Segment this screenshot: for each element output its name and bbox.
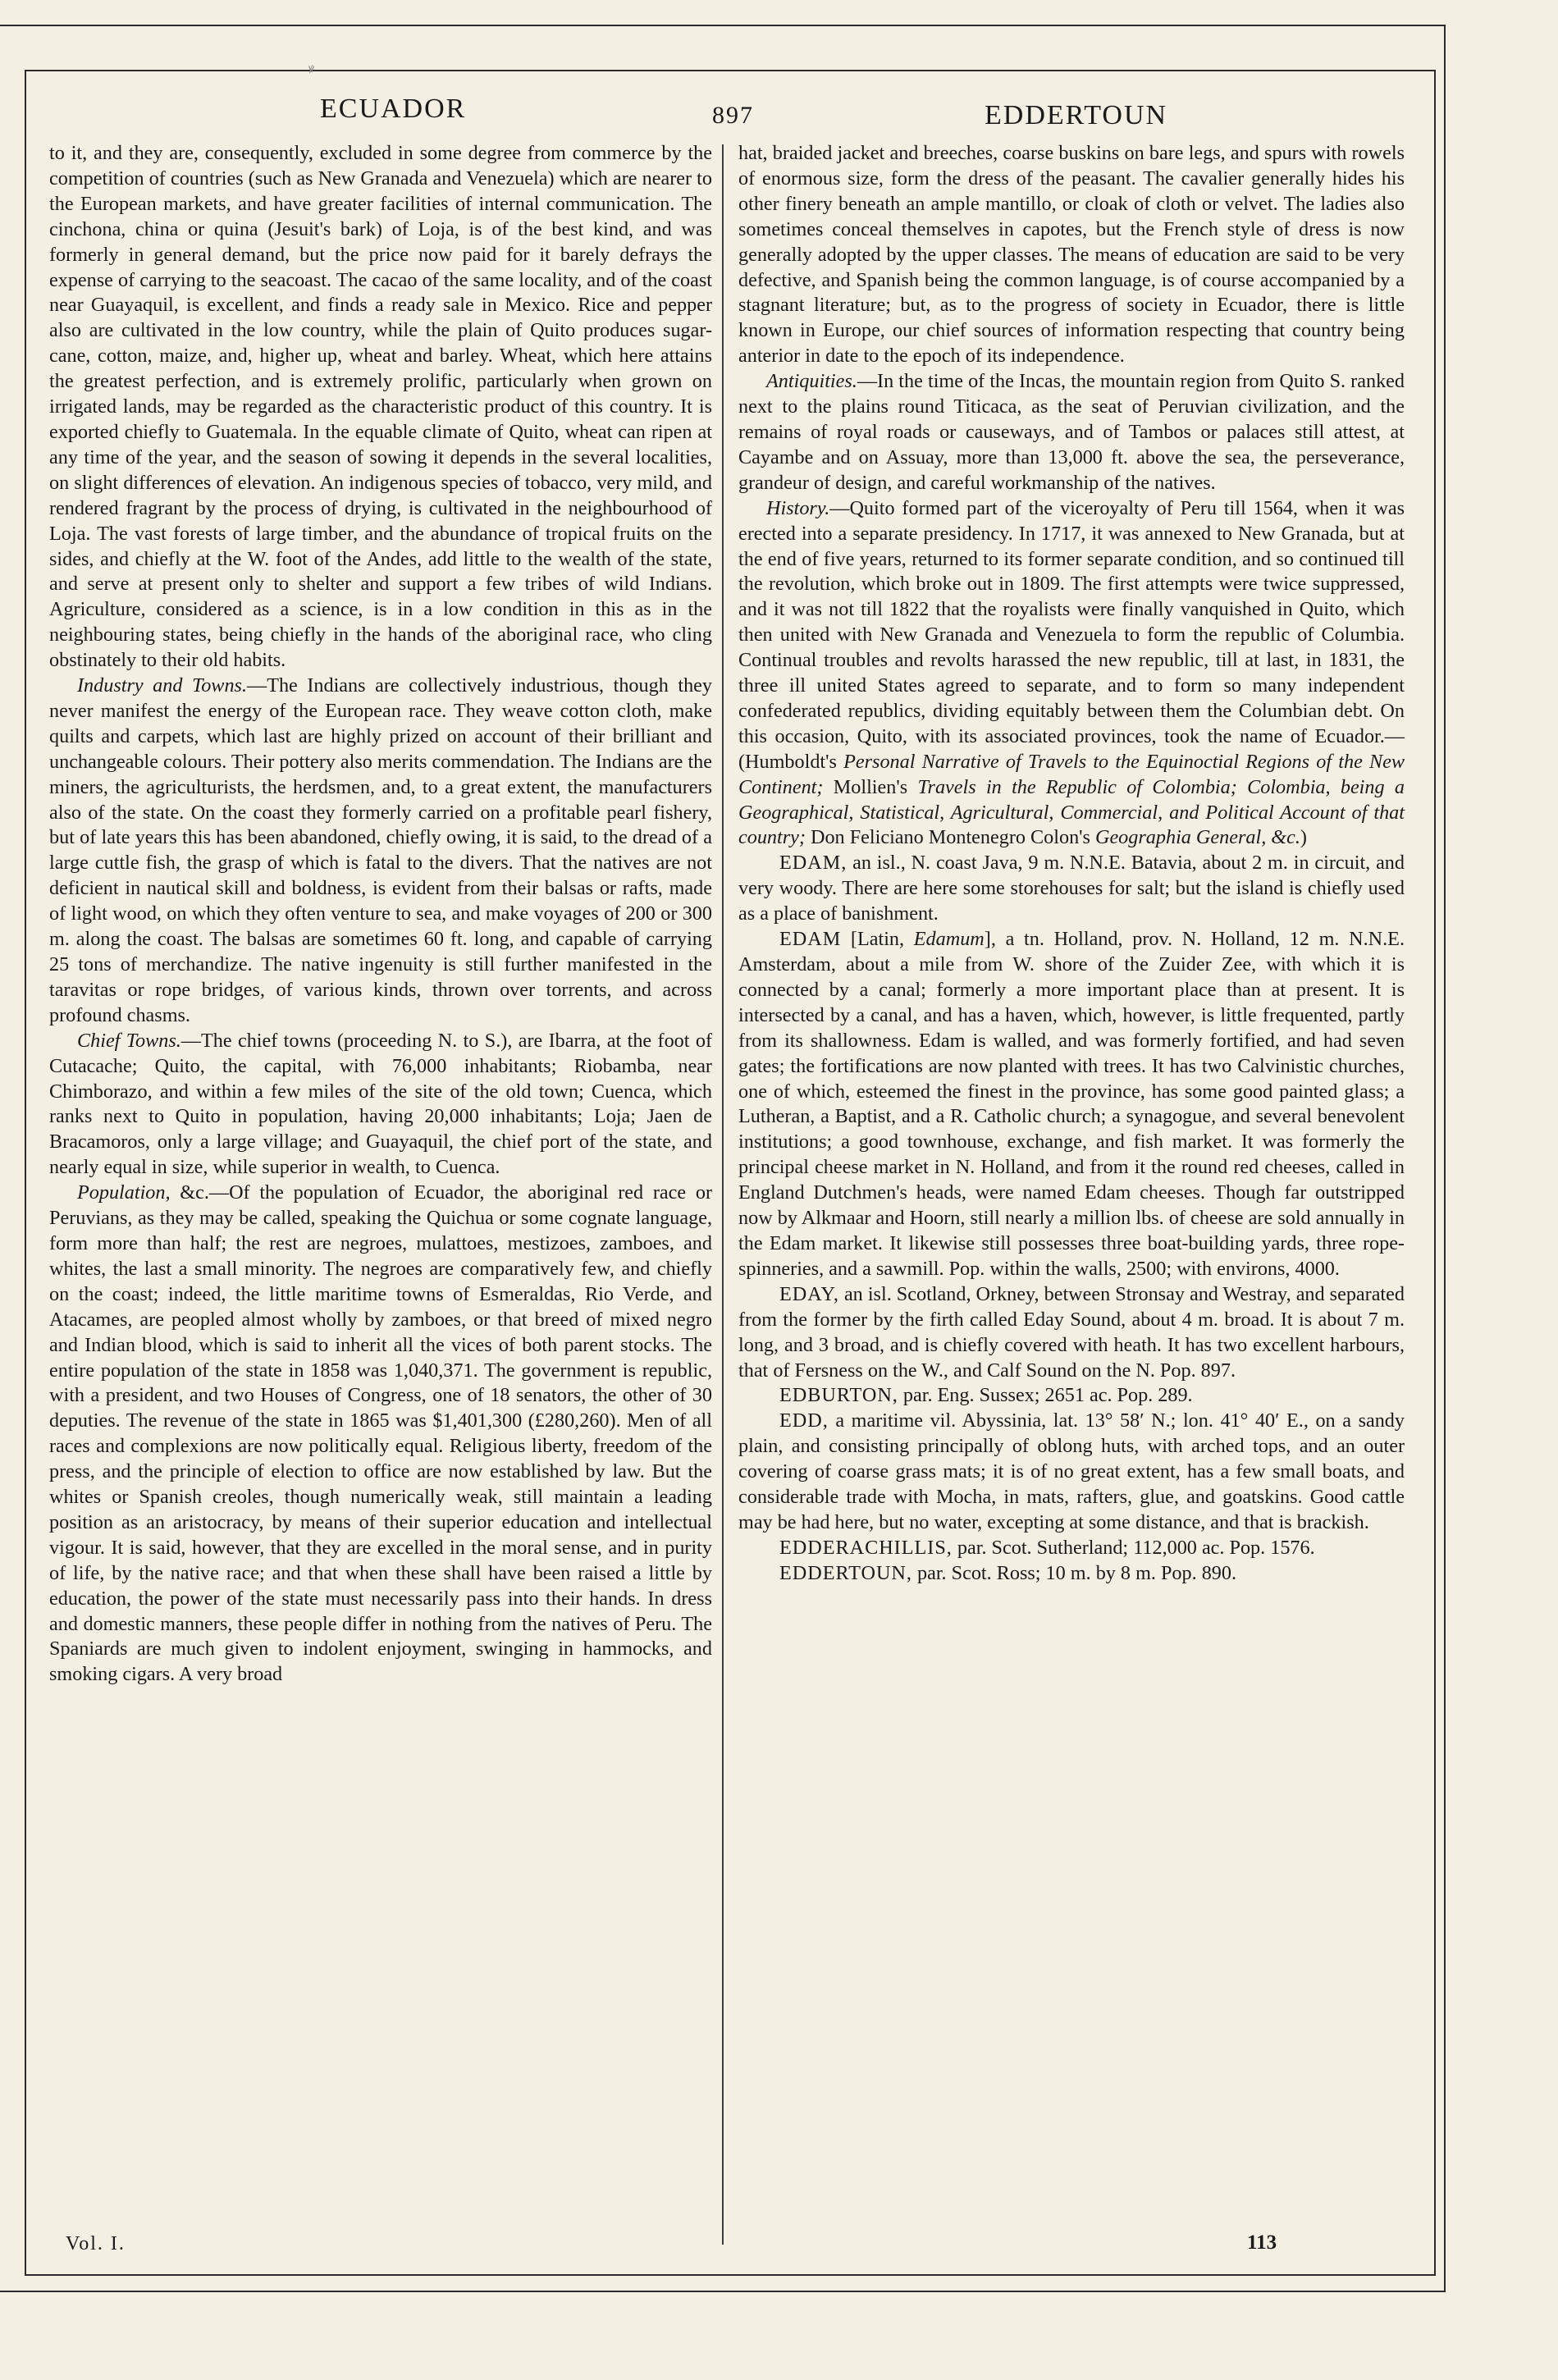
entry-edam-town bbox=[738, 927, 1405, 1282]
left-column bbox=[49, 141, 712, 1688]
population-heading: Population, bbox=[77, 1181, 171, 1204]
edam-latin-name: Edamum bbox=[913, 928, 985, 951]
antiquities-heading: Antiquities. bbox=[766, 370, 857, 393]
history-text: —Quito formed part of the viceroyalty of Peru till 1564, when it was erected into a separate presidency. In 1717, it was annexed to New Granada, but at the end of five years, returned to its former separate condition, and so continued till the revolution, which broke out in 1809. The first attempts were twice suppressed, and it was not till 1822 that the royalists were finally vanquished in Quito, which then united with New Granada and Venezuela to form the republic of Columbia. Continual troubles and revolts harassed the new republic, till at last, in 1831, the three ill united States agreed to separate, and to form so many independent confederated republics, dividing equitably between them the Columbian debt. On this occasion, Quito, with its associated provinces, took the name of Ecuador.—(Humboldt's bbox=[738, 496, 1405, 773]
history-reference-close: ) bbox=[1300, 826, 1307, 849]
gathering-signature: 113 bbox=[1247, 2232, 1277, 2254]
edam-latin-prefix: [Latin, bbox=[841, 928, 914, 951]
towns-paragraph bbox=[49, 1029, 712, 1181]
antiquities-paragraph bbox=[738, 369, 1405, 496]
entry-edam-island bbox=[738, 851, 1405, 927]
running-head-left: ECUADOR bbox=[320, 94, 467, 124]
history-reference-connector-2: Don Feliciano Montenegro Colon's bbox=[805, 826, 1095, 849]
dress-paragraph: hat, braided jacket and breeches, coarse buskins on bare legs, and spurs with rowels of enormous size, form the dress of the peasant. The cavalier generally hides his other finery beneath an ample mantillo, or cloak of cloth or velvet. The ladies also sometimes conceal themselves in capotes, but the French style of dress is now generally adopted by the upper classes. The means of education are said to be very defective, and Spanish being the common language, is of course accompanied by a stagnant literature; but, as to the progress of society in Ecuador, there is little known in Europe, our chief sources of information respecting that country being anterior in date to the epoch of its independence. bbox=[738, 142, 1405, 368]
entry-eday bbox=[738, 1282, 1405, 1384]
volume-signature: Vol. I. bbox=[66, 2233, 126, 2254]
headword-eday: EDAY, bbox=[779, 1282, 839, 1305]
entry-text-edderachillis: par. Scot. Sutherland; 112,000 ac. Pop. 1576. bbox=[952, 1536, 1315, 1559]
population-text: &c.—Of the population of Ecuador, the aboriginal red race or Peruvians, as they may be called, speaking the Quichua or some cognate language, form more than half; the rest are negroes, mulattoes, mestizoes, zamboes, and whites, the last a small minority. The negroes are comparatively few, and chiefly on the coast; indeed, the little maritime towns of Esmeraldas, Rio Verde, and Atacames, are peopled almost wholly by zamboes, or that breed of mixed negro and Indian blood, which is said to inherit all the vices of both parent stocks. The entire population of the state in 1858 was 1,040,371. The government is republic, with a president, and two Houses of Congress, one of 18 senators, the other of 30 deputies. The revenue of the state in 1865 was $1,401,300 (£280,260). Men of all races and complexions are now politically equal. Religious liberty, freedom of the press, and the principle of election to office are now established by law. But the whites or Spanish creoles, though numerically weak, still maintain a leading position as an aristocracy, by means of their superior education and intellectual vigour. It is said, however, that they are excelled in the moral sense, and in purity of life, by the native race; and that when these shall have been raised a little by education, the power of the state must necessarily pass into their hands. In dress and domestic manners, these people differ in nothing from the natives of Peru. The Spaniards are much given to indolent enjoyment, swinging in hammocks, and smoking cigars. A very broad bbox=[49, 1181, 712, 1686]
history-paragraph bbox=[738, 496, 1405, 852]
history-reference-connector: Mollien's bbox=[823, 775, 918, 798]
industry-paragraph bbox=[49, 674, 712, 1029]
history-heading: History. bbox=[766, 496, 830, 519]
entry-text-eddertoun: par. Scot. Ross; 10 m. by 8 m. Pop. 890. bbox=[911, 1561, 1237, 1584]
press-mark: ꝟ bbox=[308, 62, 315, 75]
running-head-right: EDDERTOUN bbox=[985, 100, 1168, 130]
history-reference-mollien: Travels in the Republic of Colombia; Colombia, being a Geographical, Statistical, Agricultural, Commercial, and Political Account of that country; bbox=[738, 775, 1405, 849]
agriculture-paragraph: to it, and they are, consequently, excluded in some degree from commerce by the competition of countries (such as New Granada and Venezuela) which are nearer to the European markets, and have greater facilities of internal communication. The cinchona, china or quina (Jesuit's bark) of Loja, is of the best kind, and was formerly in general demand, but the price now paid for it barely defrays the expense of carrying to the seacoast. The cacao of the same locality, and of the coast near Guayaquil, is excellent, and finds a ready sale in Mexico. Rice and pepper also are cultivated in the low country, while the plain of Quito produces sugar-cane, cotton, maize, and, higher up, wheat and barley. Wheat, which here attains the greatest perfection, and is extremely prolific, particularly when grown on irrigated lands, may be regarded as the characteristic product of this country. It is exported chiefly to Guatemala. In the equable climate of Quito, wheat can ripen at any time of the year, and the season of sowing it depends in the several localities, on slight differences of elevation. An indigenous species of tobacco, very mild, and rendered fragrant by the process of drying, is cultivated in the neighbourhood of Loja. The vast forests of large timber, and the abundance of tropical fruits on the sides, and chiefly at the W. foot of the Andes, add little to the wealth of the state, and serve at present only to shelter and support a few tribes of wild Indians. Agriculture, considered as a science, is in a low condition in this as in the neighbouring states, being chiefly in the hands of the aboriginal race, who cling obstinately to their old habits. bbox=[49, 142, 712, 672]
headword-edam-town: EDAM bbox=[779, 928, 842, 951]
antiquities-text: —In the time of the Incas, the mountain region from Quito S. ranked next to the plains round Titicaca, as the seat of Peruvian civilization, and the remains of royal roads or causeways, and of Tambos or palaces still attest, at Cayambe and on Assuay, more than 13,000 ft. above the sea, the perseverance, grandeur of design, and careful workmanship of the natives. bbox=[738, 370, 1405, 494]
headword-edderachillis: EDDERACHILLIS, bbox=[779, 1536, 953, 1559]
headword-edam-island: EDAM, bbox=[779, 852, 848, 875]
towns-heading: Chief Towns. bbox=[77, 1029, 181, 1052]
history-reference-montenegro: Geographia General, &c. bbox=[1094, 826, 1300, 849]
entry-text-eday: an isl. Scotland, Orkney, between Stronsay and Westray, and separated from the former by the firth called Eday Sound, about 4 m. broad. It is about 7 m. long, and 3 broad, and is chiefly covered with heath. It has two excellent harbours, that of Fersness on the W., and Calf Sound on the N. Pop. 897. bbox=[738, 1282, 1405, 1382]
entry-eddertoun bbox=[738, 1561, 1405, 1587]
headword-edd: EDD, bbox=[779, 1409, 829, 1432]
industry-text: —The Indians are collectively industrious, though they never manifest the energy of the European race. They weave cotton cloth, make quilts and carpets, which last are highly prized on account of their brilliant and unchangeable colours. Their pottery also merits commendation. The Indians are the miners, the agriculturists, the herdsmen, and, to a great extent, the manufacturers also of the state. On the coast they formerly carried on a profitable pearl fishery, but of late years this has been abandoned, chiefly owing, it is said, to the dread of a large cuttle fish, the grasp of which is fatal to the divers. That the natives are not deficient in nautical skill and boldness, is evident from their balsas or rafts, made of light wood, on which they often venture to sea, and make voyages of 200 or 300 m. along the coast. The balsas are sometimes 60 ft. long, and capable of carrying 25 tons of merchandize. The native ingenuity is still further manifested in the taravitas or rope bridges, of various kinds, thrown over torrents, and across profound chasms. bbox=[49, 674, 712, 1026]
towns-text: —The chief towns (proceeding N. to S.), are Ibarra, at the foot of Cutacache; Quito, the capital, with 76,000 inhabitants; Riobamba, near Chimborazo, and within a few miles of the site of the old town; Cuenca, which ranks next to Quito in population, having 20,000 inhabitants; Loja; Jaen de Bracamoros, only a large village; and Guayaquil, the chief port of the state, and nearly equal in size, while superior in wealth, to Cuenca. bbox=[49, 1029, 712, 1179]
right-column bbox=[738, 141, 1405, 1587]
entry-text-edburton: par. Eng. Sussex; 2651 ac. Pop. 289. bbox=[898, 1384, 1193, 1407]
history-reference-humboldt: Personal Narrative of Travels to the Equinoctial Regions of the New Continent; bbox=[738, 750, 1405, 798]
running-head bbox=[49, 89, 1428, 138]
industry-heading: Industry and Towns. bbox=[77, 674, 247, 697]
entry-edburton bbox=[738, 1383, 1405, 1409]
column-divider bbox=[722, 144, 724, 2245]
headword-eddertoun: EDDERTOUN, bbox=[779, 1561, 912, 1584]
population-paragraph bbox=[49, 1181, 712, 1688]
entry-text-edd: a maritime vil. Abyssinia, lat. 13° 58′ N.; lon. 41° 40′ E., on a sandy plain, and consisting principally of oblong huts, with arched tops, and an outer covering of coarse grass mats; it is of no great extent, has a few small boats, and considerable trade with Mocha, in mats, rafters, glue, and goatskins. Good cattle may be had here, but no water, excepting at some distance, and that is brackish. bbox=[738, 1409, 1405, 1533]
entry-text-edam-town: ], a tn. Holland, prov. N. Holland, 12 m. N.N.E. Amsterdam, about a mile from W. shore of the Zuider Zee, with which it is connected by a canal; formerly a more important place than at present. It is intersected by a canal, and has a haven, which, however, is little frequented, partly from its shallowness. Edam is walled, and was formerly fortified, and had seven gates; the fortifications are now planted with trees. It has two Calvinistic churches, one of which, esteemed the finest in the province, has some good painted glass; a Lutheran, a Baptist, and a R. Catholic church; a synagogue, and several benevolent institutions; a good townhouse, exchange, and fish market. It was formerly the principal cheese market in N. Holland, and from it the round red cheeses, called in England Dutchmen's heads, were named Edam cheeses. Though far outstripped now by Alkmaar and Hoorn, still nearly a million lbs. of cheese are sold annually in the Edam market. It likewise still possesses three boat-building yards, three rope-spinneries, and a sawmill. Pop. within the walls, 2500; with environs, 4000. bbox=[738, 928, 1405, 1280]
headword-edburton: EDBURTON, bbox=[779, 1384, 898, 1407]
entry-edd bbox=[738, 1409, 1405, 1536]
entry-edderachillis bbox=[738, 1536, 1405, 1561]
page-number: 897 bbox=[712, 102, 754, 129]
entry-text-edam-island: an isl., N. coast Java, 9 m. N.N.E. Batavia, about 2 m. in circuit, and very woody. There are here some storehouses for salt; but the island is chiefly used as a place of banishment. bbox=[738, 852, 1405, 925]
